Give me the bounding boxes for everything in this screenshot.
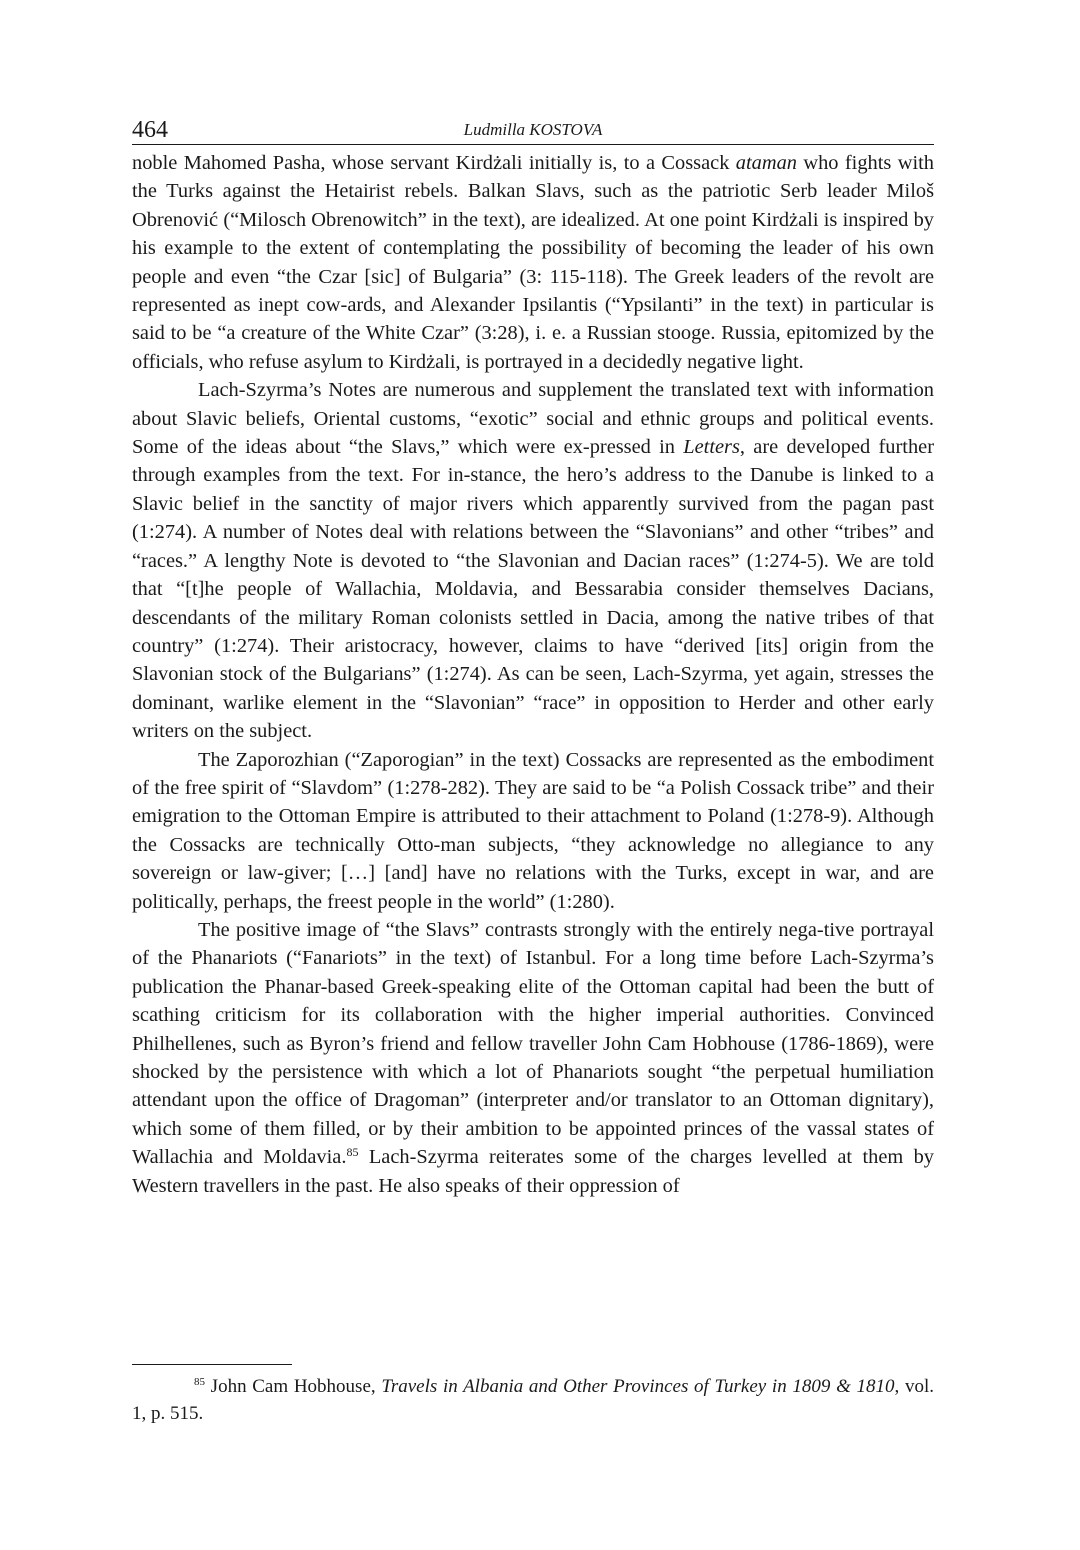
footnote-author: John Cam Hobhouse,: [205, 1376, 382, 1397]
paragraph: The Zaporozhian (“Zaporogian” in the text) Cossacks are represented as the embodiment of the free spirit of “Slavdom” (1:278-282). They are said to be “a Polish Cossack tribe” and their emigration to the Ottoman Empire is attributed to their attachment to Poland (1:278-9). Although the Cossacks are technically Otto-man subjects, “they acknowledge no allegiance to any sovereign or law-giver; […] [and] have no relations with the Turks, except in war, and are politically, perhaps, the freest people in the world” (1:280).: [132, 748, 934, 913]
paragraph: [132, 916, 934, 1200]
footnote: [132, 1373, 934, 1427]
page-body: [132, 112, 934, 1200]
paragraph: [132, 376, 934, 745]
running-title-author: Ludmilla KOSTOVA: [463, 120, 603, 139]
main-text: [132, 149, 934, 1200]
footnote-number: 85: [194, 1376, 205, 1388]
paragraph-continued: [132, 149, 934, 376]
paragraph-text: , are developed further through examples from the text. For in-stance, the hero’s address to the Danube is linked to a Slavic belief in the sanctity of major rivers which apparently survived from the pagan past (1:274). A number of Notes deal with relations between the “Slavonians” and other “tribes” and “races.” A lengthy Note is devoted to “the Slavonian and Dacian races” (1:274-5). We are told that “[t]he people of Wallachia, Moldavia, and Bessarabia consider themselves Dacians, descendants of the military Roman colonists settled in Dacia, among the native tribes of that country” (1:274). Their aristocracy, however, claims to have “derived [its] origin from the Slavonian stock of the Bulgarians” (1:274). As can be seen, Lach-Szyrma, yet again, stresses the dominant, warlike element in the “Slavonian” “race” in opposition to Herder and other early writers on the subject.: [132, 436, 934, 743]
italic-term: ataman: [735, 152, 797, 174]
paragraph-text: The positive image of “the Slavs” contrasts strongly with the entirely nega-tive portrayal of the Phanariots (“Fanariots” in the text) of Istanbul. For a long time before Lach-Szyrma’s publication the Phanar-based Greek-speaking elite of the Ottoman capital had been the butt of scathing criticism for its collaboration with the higher imperial authorities. Convinced Philhellenes, such as Byron’s friend and fellow traveller John Cam Hobhouse (1786-1869), were shocked by the persistence with which a lot of Phanariots sought “the perpetual humiliation attendant upon the office of Dragoman” (interpreter and/or translator to an Ottoman dignitary), which some of them filled, or by their ambition to be appointed princes of the vassal states of Wallachia and Moldavia.: [132, 918, 934, 1169]
paragraph-text: Lach-Szyrma reiterates some of the charges levelled at them by Western travellers in the past. He also speaks of their oppression of: [132, 1146, 934, 1197]
footnote-lead: [132, 1376, 205, 1397]
footnote-title: Travels in Albania and Other Provinces of Turkey in 1809 & 1810: [381, 1376, 895, 1397]
paragraph-text: who fights with the Turks against the Hetairist rebels. Balkan Slavs, such as the patriotic Serb leader Miloš Obrenović (“Milosch Obrenowitch” in the text), are idealized. At one point Kirdżali is inspired by his example to the extent of contemplating the possibility of becoming the leader of his own people and even “the Czar [sic] of Bulgaria” (3: 115-118). The Greek leaders of the revolt are represented as inept cow-ards, and Alexander Ipsilantis (“Ypsilanti” in the text) in particular is said to be “a creature of the White Czar” (3:28), i. e. a Russian stooge. Russia, epitomized by the officials, who refuse asylum to Kirdżali, is portrayed in a decidedly negative light.: [132, 152, 934, 373]
footnote-separator: [132, 1364, 292, 1365]
italic-title: Letters: [683, 436, 740, 459]
paragraph-text: Lach-Szyrma’s Notes are numerous and supplement the translated text with information about Slavic beliefs, Oriental customs, “exotic” social and ethnic groups and political events. Some of the ideas about “the Slavs,” which were ex-pressed in: [132, 379, 934, 459]
page-number: 464: [132, 117, 168, 143]
footnote-details: , vol. 1, p. 515.: [132, 1376, 934, 1424]
running-header: [132, 112, 934, 145]
footnote-reference[interactable]: 85: [346, 1145, 359, 1160]
paragraph-text: noble Mahomed Pasha, whose servant Kirdżali initially is, to a Cossack: [132, 152, 736, 174]
